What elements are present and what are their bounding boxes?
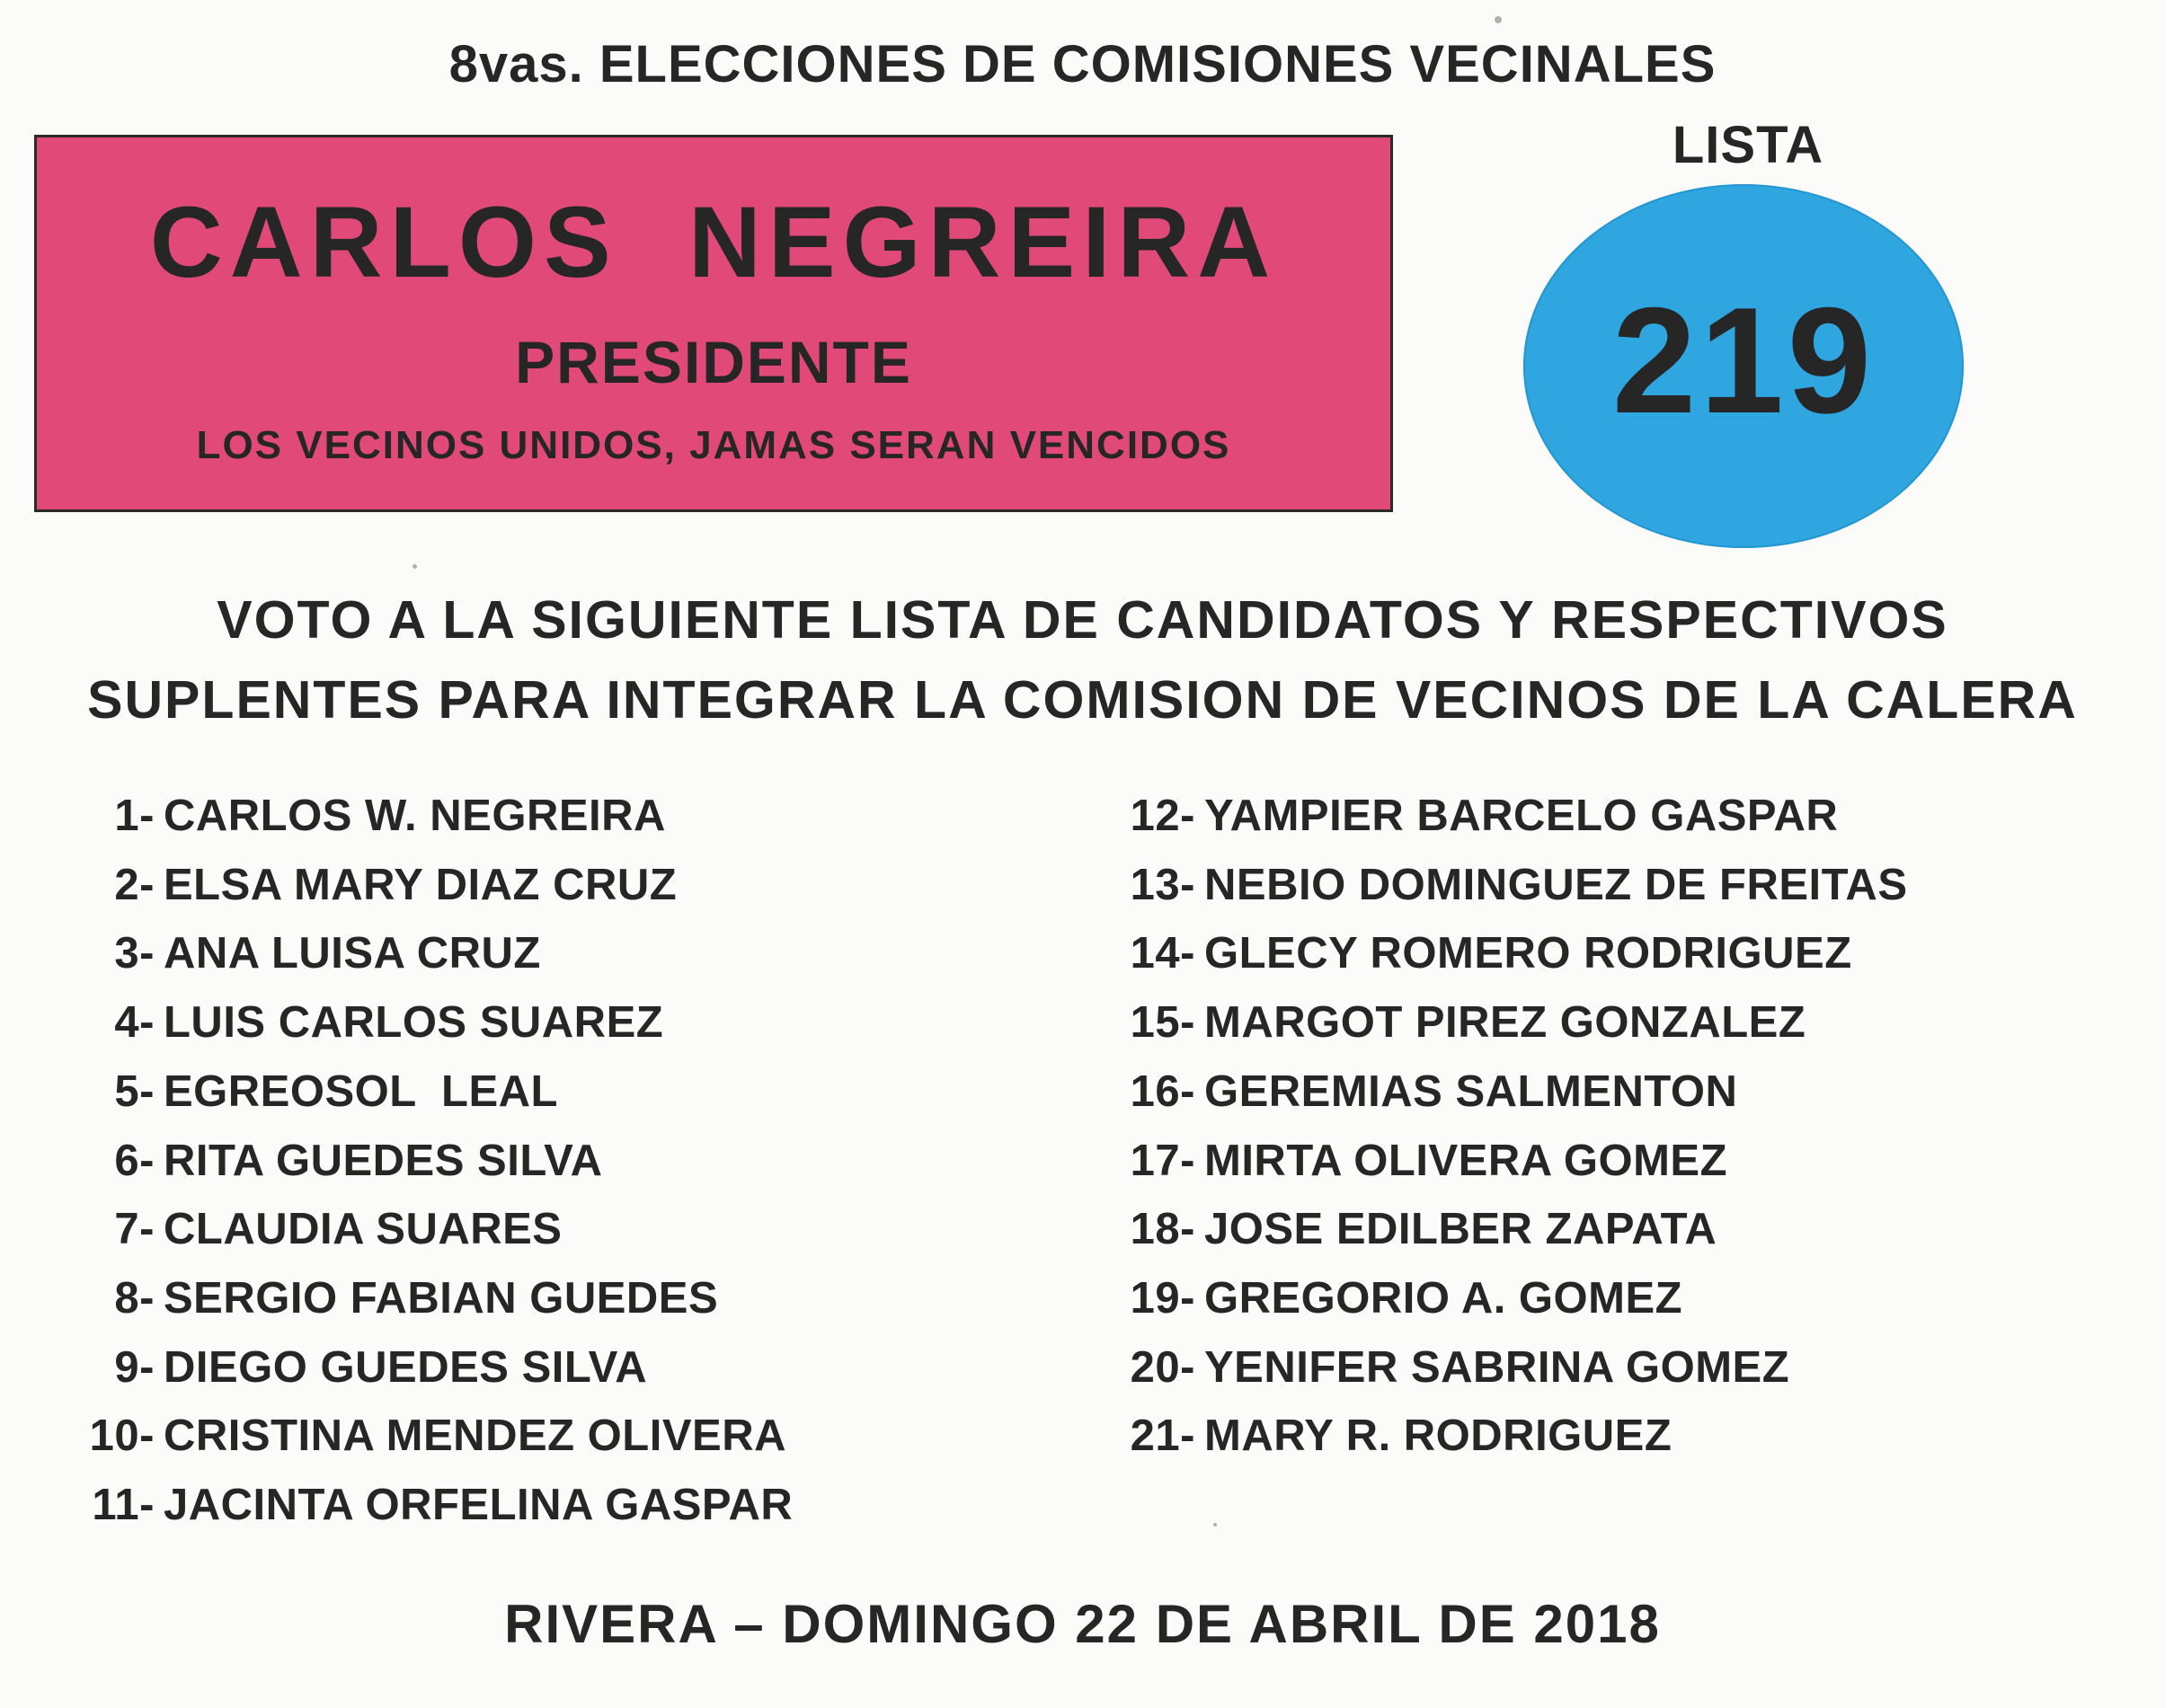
candidate-full-name: CARLOS W. NEGREIRA <box>164 792 666 840</box>
candidate-number: 13- <box>1130 860 1195 909</box>
vote-statement-line-1: VOTO A LA SIGUIENTE LISTA DE CANDIDATOS Y RESPECTIVOS <box>217 590 1948 650</box>
candidate-list-item <box>0 1273 1682 1323</box>
candidate-number: 12- <box>1130 792 1195 840</box>
candidate-full-name: NEBIO DOMINGUEZ DE FREITAS <box>1204 860 1908 909</box>
footer-date: RIVERA – DOMINGO 22 DE ABRIL DE 2018 <box>504 1594 1661 1654</box>
candidate-full-name: MIRTA OLIVERA GOMEZ <box>1204 1136 1728 1185</box>
candidate-number: 11- <box>92 1481 155 1529</box>
candidate-number: 5- <box>114 1066 155 1116</box>
candidate-full-name: MARGOT PIREZ GONZALEZ <box>1204 998 1806 1048</box>
candidate-slogan: LOS VECINOS UNIDOS, JAMAS SERAN VENCIDOS <box>196 423 1231 467</box>
candidate-list-item <box>0 1204 1717 1254</box>
candidate-number: 17- <box>1130 1136 1195 1185</box>
candidate-number: 18- <box>1130 1205 1195 1254</box>
candidate-full-name: YENIFER SABRINA GOMEZ <box>1204 1342 1790 1392</box>
candidate-number: 14- <box>1130 929 1195 978</box>
candidate-full-name: CRISTINA MENDEZ OLIVERA <box>164 1412 786 1461</box>
scan-speck <box>1213 1523 1217 1527</box>
candidate-number: 19- <box>1130 1273 1195 1323</box>
candidate-full-name: ELSA MARY DIAZ CRUZ <box>164 860 678 909</box>
candidate-list-item <box>0 791 1838 841</box>
candidate-number: 2- <box>114 860 155 909</box>
candidate-number: 15- <box>1130 998 1195 1048</box>
candidate-number: 21- <box>1130 1412 1195 1461</box>
candidate-list-item <box>0 1066 1737 1117</box>
candidate-list-item <box>0 1342 1789 1393</box>
vote-statement-line-2: SUPLENTES PARA INTEGRAR LA COMISION DE VECINOS DE LA CALERA <box>87 670 2078 730</box>
candidate-list-item <box>0 928 1852 978</box>
candidate-full-name: YAMPIER BARCELO GASPAR <box>1204 792 1839 840</box>
candidate-name: CARLOS NEGREIRA <box>149 186 1278 298</box>
candidate-full-name: JOSE EDILBER ZAPATA <box>1204 1205 1717 1254</box>
scan-speck <box>413 564 417 569</box>
candidate-number: 3- <box>114 929 155 978</box>
candidate-full-name: GEREMIAS SALMENTON <box>1204 1066 1738 1116</box>
candidate-number: 16- <box>1130 1066 1195 1116</box>
candidate-full-name: ANA LUISA CRUZ <box>164 929 541 978</box>
scan-speck <box>1495 16 1502 23</box>
candidate-full-name: EGREOSOL LEAL <box>164 1066 558 1116</box>
candidate-full-name: DIEGO GUEDES SILVA <box>164 1342 648 1392</box>
candidate-full-name: GREGORIO A. GOMEZ <box>1204 1273 1683 1323</box>
candidate-list-item <box>0 860 1908 910</box>
candidate-full-name: RITA GUEDES SILVA <box>164 1136 603 1185</box>
candidate-number: 7- <box>114 1205 155 1254</box>
candidate-list-item <box>0 1136 1727 1186</box>
candidate-number: 6- <box>114 1136 155 1185</box>
lista-number: 219 <box>1611 276 1876 445</box>
lista-label: LISTA <box>1672 116 1824 174</box>
candidate-list-item <box>0 997 1806 1048</box>
candidate-full-name: MARY R. RODRIGUEZ <box>1204 1412 1673 1461</box>
candidate-role: PRESIDENTE <box>515 329 912 395</box>
election-title: 8vas. ELECCIONES DE COMISIONES VECINALES <box>448 35 1717 93</box>
candidate-list-item <box>0 1411 1672 1461</box>
candidate-number: 1- <box>114 792 155 840</box>
candidate-full-name: JACINTA ORFELINA GASPAR <box>164 1481 794 1529</box>
candidate-full-name: GLECY ROMERO RODRIGUEZ <box>1204 929 1852 978</box>
candidate-full-name: CLAUDIA SUARES <box>164 1205 563 1254</box>
candidate-number: 10- <box>89 1412 155 1461</box>
candidate-full-name: SERGIO FABIAN GUEDES <box>164 1273 719 1323</box>
candidate-number: 9- <box>114 1342 155 1392</box>
candidate-number: 8- <box>114 1273 155 1323</box>
candidate-full-name: LUIS CARLOS SUAREZ <box>164 998 664 1048</box>
candidate-number: 4- <box>114 998 155 1048</box>
candidate-number: 20- <box>1130 1342 1195 1392</box>
